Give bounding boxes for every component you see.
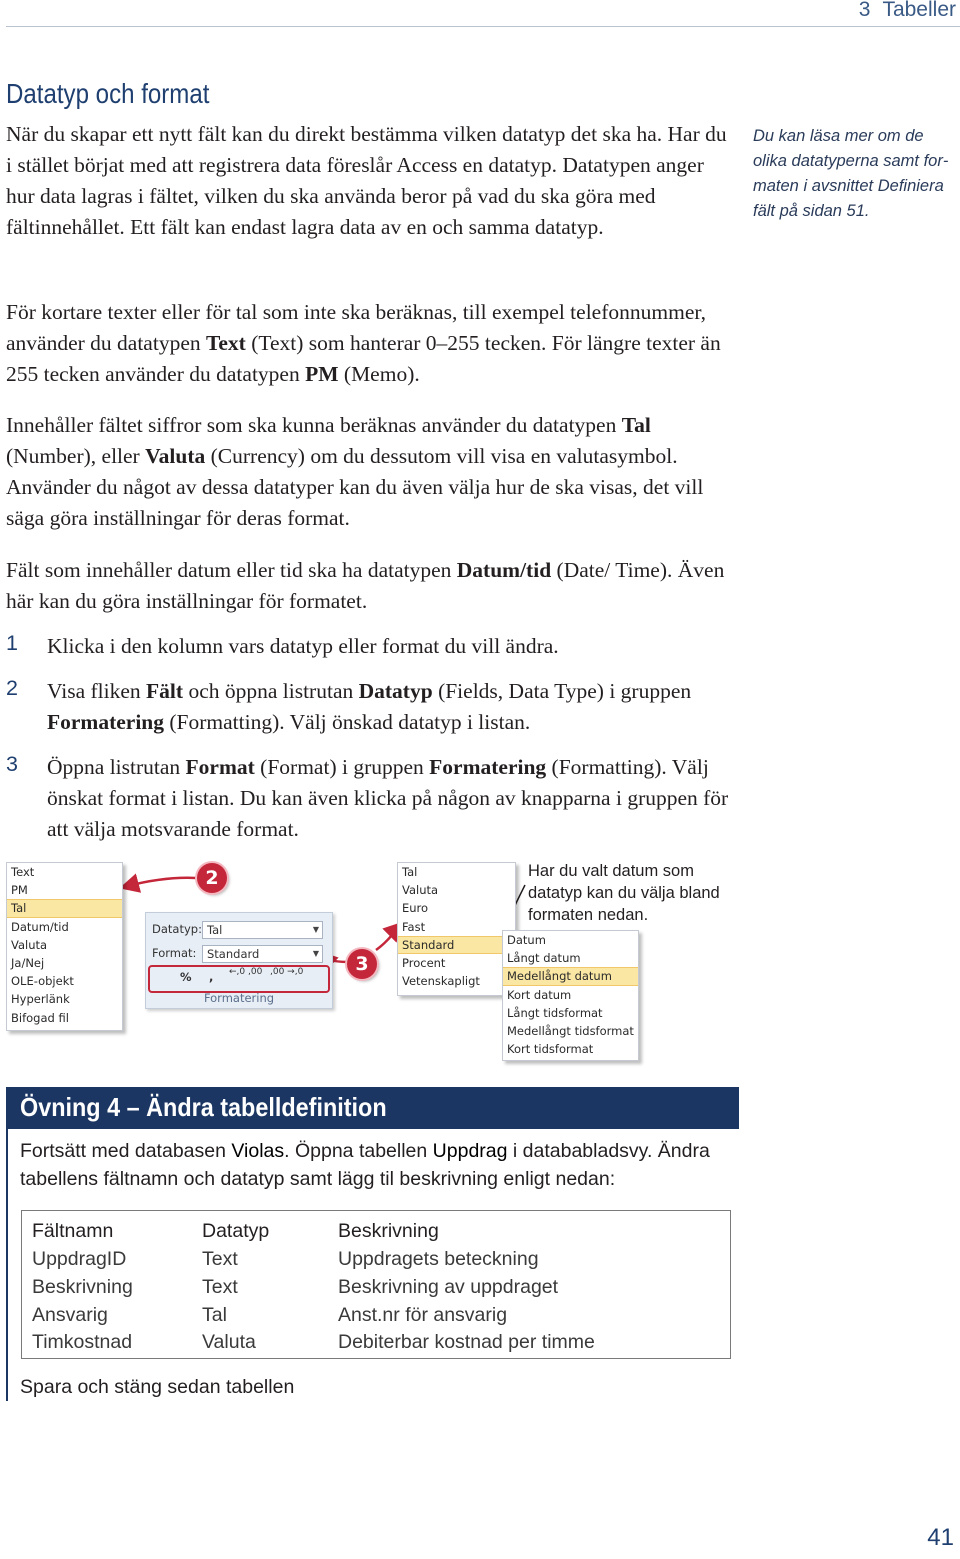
datatype-value: Tal [207,923,223,937]
list-item-selected[interactable]: Tal [7,899,122,917]
datatype-list [6,862,123,1031]
page-number: 41 [927,1524,954,1551]
step-number: 1 [6,631,18,655]
bold-term: Formatering [429,755,547,779]
list-item[interactable]: Långt tidsformat [507,1005,603,1020]
text-run: . Öppna tabellen [284,1140,433,1162]
step-badge-3: 3 [347,949,377,979]
step-2-text [47,676,737,738]
bold-term: Datatyp [358,679,433,703]
datatype-dropdown[interactable] [202,921,323,939]
text-run: Öppna listrutan [47,755,186,779]
list-item[interactable]: Hyperlänk [11,992,70,1007]
table-cell: UppdragID [32,1248,127,1270]
bold-term: Datum/tid [456,558,552,582]
bold-term: Formatering [47,710,165,734]
bold-term: Tal [621,413,651,437]
table-name: Uppdrag [432,1140,508,1162]
thousands-separator-button[interactable]: , [209,970,214,984]
table-cell: Text [202,1248,238,1270]
list-item[interactable]: Vetenskapligt [402,974,480,989]
margin-note: Du kan läsa mer om de olika datatyperna samt formaten i avsnittet Definiera fält på sidan 51. [753,127,949,220]
exercise-intro [20,1137,720,1193]
datatype-label: Datatyp: [152,922,202,936]
percent-button[interactable]: % [180,970,192,984]
text-run: (Formatting). Välj önskad datatyp i listan. [164,710,531,734]
bold-term: Format [185,755,255,779]
text-run: (Currency) om du dessutom vill visa en valutasymbol. Använder du något av dessa datatyper kan du även välja hur de ska visas, det vill säga göra inställningar för deras format. [6,444,704,530]
group-label: Formatering [203,991,275,1005]
list-item[interactable]: PM [11,883,28,898]
text-run: (Formatting). Välj önskat format i listan. Du kan även klicka på någon av knapparna i gruppen för att välja motsvarande format. [47,755,729,841]
text-run: (Format) i gruppen [254,755,430,779]
chapter-title: Tabeller [882,0,956,21]
text-run: För kortare texter eller för tal som inte ska beräknas, till exempel telefonnummer, använder du datatypen [6,300,707,355]
list-item[interactable]: Långt datum [507,951,581,966]
step-badge-2: 2 [197,863,227,893]
text-run: i datababladsvy. Ändra tabellens fältnamn och datatyp samt lägg til beskrivning enligt nedan: [20,1140,710,1190]
table-cell: Tal [202,1304,227,1326]
list-item[interactable]: Fast [402,919,426,934]
bold-term: Valuta [145,444,206,468]
step-1-text: Klicka i den kolumn vars datatyp eller format du vill ändra. [47,634,559,658]
list-item[interactable]: Medellångt tidsformat [507,1023,634,1038]
text-run: (Date/ Time). Även här kan du göra inställningar för formatet. [6,558,725,613]
list-item[interactable]: Datum/tid [11,919,69,934]
list-item[interactable]: Tal [402,865,418,879]
table-cell: Anst.nr för ansvarig [338,1304,508,1326]
list-item[interactable]: Datum [507,933,546,947]
column-header: Beskrivning [338,1220,439,1242]
list-item[interactable]: Text [11,865,35,879]
format-label: Format: [152,946,197,960]
header-rule [6,26,960,27]
decrease-decimals-button[interactable]: ,00 →,0 [270,967,304,977]
list-item[interactable]: Kort datum [507,987,572,1002]
text-run: (Text) som hanterar 0–255 tecken. För längre texter än 255 tecken använder du datatypen [6,331,721,386]
arrow-2 [124,878,196,887]
column-header: Fältnamn [32,1220,114,1242]
chevron-down-icon: ▼ [312,925,319,934]
text-run: Fält som innehåller datum eller tid ska ha datatypen [6,558,457,582]
table-cell: Valuta [202,1331,256,1353]
exercise-side-rule [6,1129,8,1401]
exercise-footer: Spara och stäng sedan tabellen [20,1376,295,1398]
text-run: (Memo). [338,362,420,386]
table-cell: Uppdragets beteckning [338,1248,539,1270]
table-cell: Ansvarig [32,1304,108,1326]
chevron-down-icon: ▼ [312,949,319,958]
table-cell: Beskrivning av uppdraget [338,1276,559,1298]
increase-decimals-button[interactable]: ←,0 ,00 [229,967,263,977]
exercise-title: Övning 4 – Ändra tabelldefinition [20,1092,387,1122]
list-item[interactable]: Valuta [11,937,48,952]
list-item-selected[interactable]: Medellångt datum [503,967,638,985]
field-definition-table [21,1210,731,1359]
list-item[interactable]: Valuta [402,883,439,898]
text-run: Visa fliken [47,679,147,703]
format-dropdown[interactable] [202,945,323,963]
list-item[interactable]: Kort tidsformat [507,1042,594,1057]
list-item[interactable]: Ja/Nej [11,955,45,970]
section-heading: Datatyp och format [6,78,210,109]
ribbon-group-formatering [145,912,333,1009]
paragraph-1: När du skapar ett nytt fält kan du direkt bestämma vilken datatyp det ska ha. Har du i stället börjat med att registrera data föreslår Access en datatyp. Datatypen anger hur data lagras i fältet, vilken du ska använda beror på vad du ska göra med fältinnehållet. Ett fält kan endast lagra data av en och samma datatyp. [6,122,727,239]
text-run: Fortsätt med databasen [20,1140,232,1162]
running-header [859,0,956,22]
step-number: 2 [6,676,18,700]
paragraph-3 [6,410,736,534]
list-item[interactable]: OLE-objekt [11,974,74,989]
paragraph-4 [6,555,736,617]
step-3-text [47,752,737,845]
date-format-list [502,930,639,1061]
text-run: (Number), eller [6,444,146,468]
step-number: 3 [6,752,18,776]
text-run: (Fields, Data Type) i gruppen [432,679,692,703]
text-run: Innehåller fältet siffror som ska kunna beräknas använder du datatypen [6,413,622,437]
list-item[interactable]: Euro [402,901,429,916]
list-item[interactable]: Bifogad fil [11,1010,69,1025]
list-item[interactable]: Procent [402,955,446,970]
table-cell: Debiterbar kostnad per timme [338,1331,595,1353]
number-format-list [397,862,516,996]
table-cell: Timkostnad [32,1331,133,1353]
column-header: Datatyp [202,1220,270,1242]
chapter-number: 3 [858,0,871,21]
bold-term: PM [305,362,339,386]
bold-term: Text [206,331,246,355]
list-item-selected[interactable]: Standard [398,936,515,954]
format-value: Standard [207,947,260,961]
figure-callout: Har du valt datum som datatyp kan du välja bland formaten nedan. [528,862,720,924]
table-cell: Beskrivning [32,1276,133,1298]
text-run: och öppna listrutan [183,679,359,703]
database-name: Violas [231,1140,285,1162]
bold-term: Fält [146,679,184,703]
table-cell: Text [202,1276,238,1298]
paragraph-2 [6,297,736,390]
